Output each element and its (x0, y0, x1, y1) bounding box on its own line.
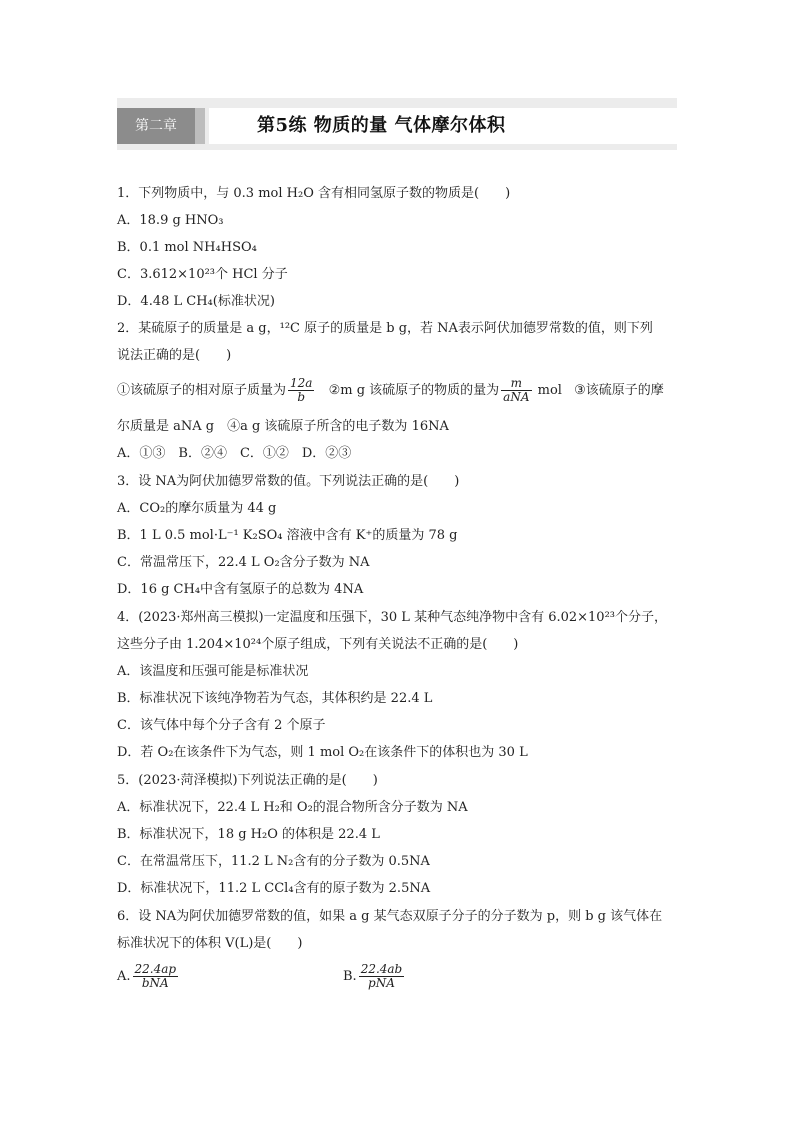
page-title: 第5练 物质的量 气体摩尔体积 (257, 115, 506, 136)
q2-s1-text: ①该硫原子的相对原子质量为 (117, 383, 287, 398)
chapter-tab: 第二章 (117, 108, 195, 144)
q1-option-d: D．4.48 L CH₄(标准状况) (117, 294, 275, 309)
q2-statements-line2: 尔质量是 aNA g ④a g 该硫原子所含的电子数为 16NA (117, 419, 449, 434)
q2-s1-numerator: 12a (290, 376, 313, 390)
q6-a-numerator: 22.4ap (134, 962, 177, 976)
chapter-header (117, 98, 677, 150)
q6-option-a (117, 962, 180, 992)
q2-s2-numerator: m (501, 377, 531, 391)
q4-option-d: D．若 O₂在该条件下为气态，则 1 mol O₂在该条件下的体积也为 30 L (117, 745, 528, 760)
q6-a-fraction (133, 963, 179, 990)
q2-stem-line1: 2．某硫原子的质量是 a g，¹²C 原子的质量是 b g，若 NA表示阿伏加德罗常数的值，则下列 (117, 321, 653, 336)
q5-option-d: D．标准状况下，11.2 L CCl₄含有的原子数为 2.5NA (117, 881, 431, 896)
q1-option-a: A．18.9 g HNO₃ (117, 213, 224, 228)
q2-stem-line2: 说法正确的是( ) (117, 348, 232, 363)
q6-stem-line2: 标准状况下的体积 V(L)是( ) (117, 936, 303, 951)
q6-b-numerator: 22.4ab (360, 962, 403, 976)
q2-options: A．①③ B．②④ C．①② D．②③ (117, 446, 352, 461)
q4-option-a: A．该温度和压强可能是标准状况 (117, 664, 309, 679)
q2-s2-fraction (501, 377, 531, 404)
q2-s2-denominator: aNA (503, 390, 530, 404)
q5-option-c: C．在常温常压下，11.2 L N₂含有的分子数为 0.5NA (117, 854, 430, 869)
q3-stem: 3．设 NA为阿伏加德罗常数的值。下列说法正确的是( ) (117, 474, 460, 489)
q4-stem-line1: 4．(2023·郑州高三模拟)一定温度和压强下，30 L 某种气态纯净物中含有 6.02×10²³个分子， (117, 610, 668, 625)
q4-option-c: C．该气体中每个分子含有 2 个原子 (117, 718, 326, 733)
q6-b-label: B. (343, 969, 357, 984)
q5-option-b: B．标准状况下，18 g H₂O 的体积是 22.4 L (117, 827, 380, 842)
q3-option-c: C．常温常压下，22.4 L O₂含分子数为 NA (117, 555, 370, 570)
q2-s1-fraction (288, 377, 314, 404)
q1-stem: 1．下列物质中，与 0.3 mol H₂O 含有相同氢原子数的物质是( ) (117, 186, 511, 201)
q6-a-label: A. (117, 969, 131, 984)
q2-s2-text: ②m g 该硫原子的物质的量为 (328, 383, 500, 398)
q1-option-b: B．0.1 mol NH₄HSO₄ (117, 240, 257, 255)
q6-a-denominator: bNA (141, 976, 169, 990)
q6-b-denominator: pNA (368, 976, 395, 990)
q3-option-a: A．CO₂的摩尔质量为 44 g (117, 501, 277, 516)
q6-stem-line1: 6．设 NA为阿伏加德罗常数的值，如果 a g 某气态双原子分子的分子数为 p，则 b g 该气体在 (117, 909, 663, 924)
q5-stem: 5．(2023·菏泽模拟)下列说法正确的是( ) (117, 773, 378, 788)
q5-option-a: A．标准状况下，22.4 L H₂和 O₂的混合物所含分子数为 NA (117, 800, 468, 815)
q1-option-c: C．3.612×10²³个 HCl 分子 (117, 267, 288, 282)
q2-s1-denominator: b (297, 390, 306, 404)
q3-option-b: B．1 L 0.5 mol·L⁻¹ K₂SO₄ 溶液中含有 K⁺的质量为 78 g (117, 528, 458, 543)
q6-b-fraction (359, 963, 405, 990)
q2-s2-unit: mol (537, 383, 562, 398)
q4-stem-line2: 这些分子由 1.204×10²⁴个原子组成，下列有关说法不正确的是( ) (117, 637, 519, 652)
q2-statements-line1 (117, 376, 664, 406)
q2-s3-text: ③该硫原子的摩 (574, 383, 664, 398)
q4-option-b: B．标准状况下该纯净物若为气态，其体积约是 22.4 L (117, 691, 433, 706)
q6-option-b (343, 962, 406, 992)
q3-option-d: D．16 g CH₄中含有氢原子的总数为 4NA (117, 582, 364, 597)
tab-divider (195, 108, 205, 144)
